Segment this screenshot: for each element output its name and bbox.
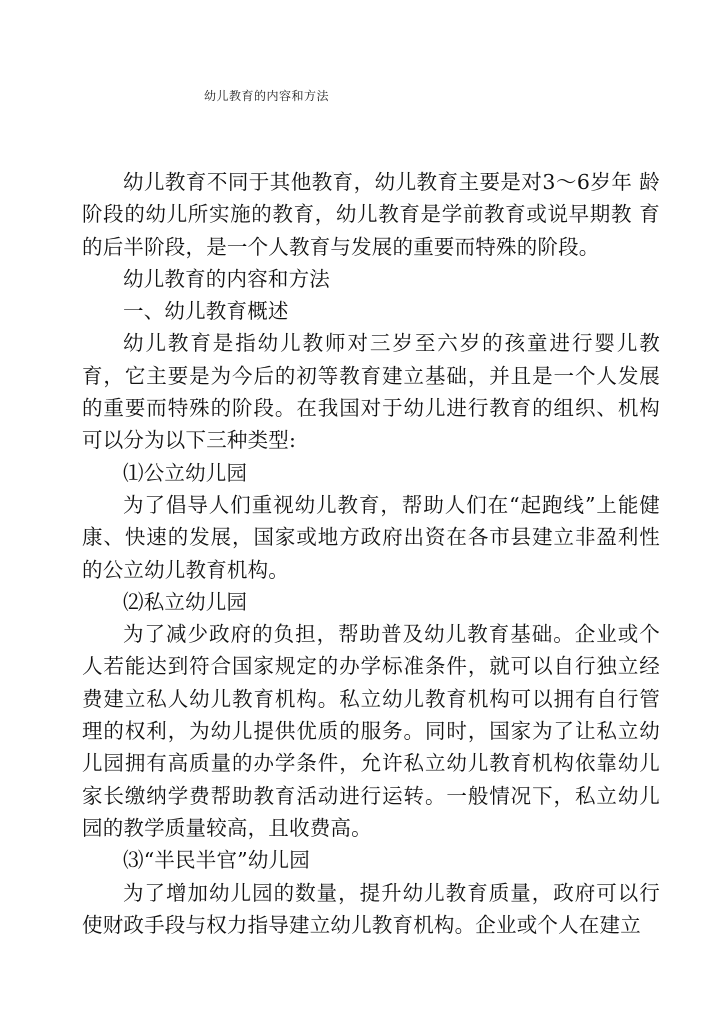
document-body [82,166,660,941]
section-title: 幼儿教育的内容和方法 [123,266,330,291]
subheading-semi-public-kindergarten: ⑶“半民半官”幼儿园 [123,848,310,873]
paragraph-intro: 幼儿教育不同于其他教育，幼儿教育主要是对3～6岁年 龄阶段的幼儿所实施的教育，幼儿教育是学前教育或说早期教 育的后半阶段，是一个人教育与发展的重要而特殊的阶段。 [82,170,660,259]
paragraph-private-kindergarten: 为了减少政府的负担，帮助普及幼儿教育基础。企业或个人若能达到符合国家规定的办学标准条件，就可以自行独立经费建立私人幼儿教育机构。私立幼儿教育机构可以拥有自行管理的权利，为幼儿提供优质的服务。同时，国家为了让私立幼儿园拥有高质量的办学条件，允许私立幼儿教育机构依靠幼儿家长缴纳学费帮助教育活动进行运转。一般情况下，私立幼儿园的教学质量较高，且收费高。 [82,622,660,840]
page-header-title: 幼儿教育的内容和方法 [204,89,330,103]
section-heading-overview: 一、幼儿教育概述 [123,299,289,324]
paragraph-public-kindergarten: 为了倡导人们重视幼儿教育，帮助人们在“起跑线”上能健康、快速的发展，国家或地方政府出资在各市县建立非盈利性的公立幼儿教育机构。 [82,492,660,582]
subheading-public-kindergarten: ⑴公立幼儿园 [123,460,248,485]
paragraph-overview: 幼儿教育是指幼儿教师对三岁至六岁的孩童进行婴儿教育，它主要是为今后的初等教育建立基础，并且是一个人发展的重要而特殊的阶段。在我国对于幼儿进行教育的组织、机构可以分为以下三种类型: [82,331,660,453]
subheading-private-kindergarten: ⑵私立幼儿园 [123,589,248,614]
paragraph-semi-public-kindergarten: 为了增加幼儿园的数量，提升幼儿教育质量，政府可以行使财政手段与权力指导建立幼儿教育机构。企业或个人在建立 [82,880,660,937]
